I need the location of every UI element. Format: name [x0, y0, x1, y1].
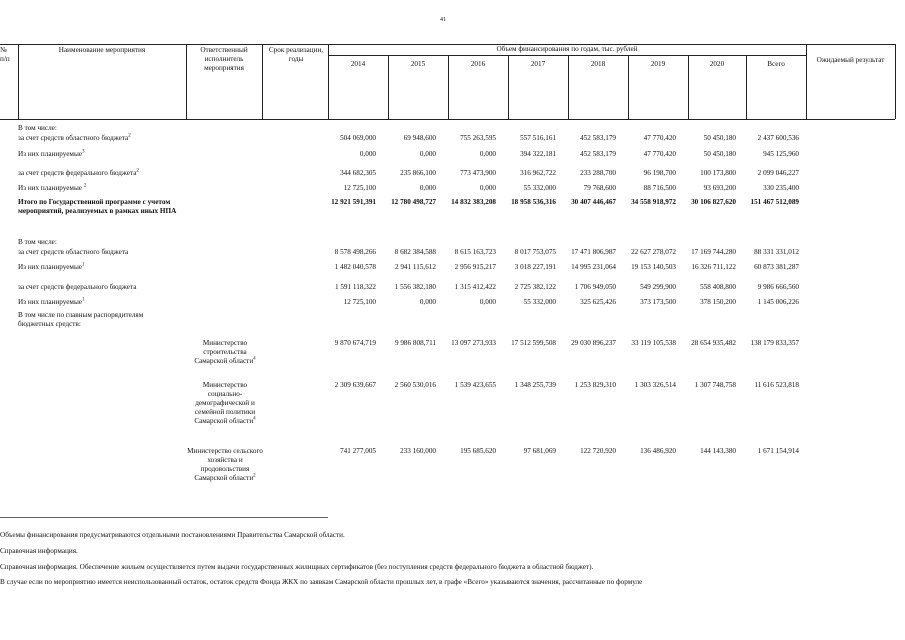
- cell-value: 18 958 536,316: [511, 198, 556, 206]
- responsible-ministry: Министерство социально-демографической и семейной политики Самарской области$^4$: [194, 381, 256, 425]
- cell-value: 28 654 935,482: [691, 339, 736, 347]
- row-label: за счет средств областного бюджета$^2$: [18, 133, 131, 142]
- cell-value: 1 706 949,050: [574, 283, 616, 291]
- cell-total: 9 986 666,560: [757, 283, 799, 291]
- cell-value: 12 780 498,727: [391, 198, 436, 206]
- cell-value: 558 408,800: [700, 283, 736, 291]
- cell-value: 17 169 744,280: [691, 248, 736, 256]
- cell-value: 373 173,500: [640, 298, 676, 306]
- cell-value: 1 253 829,310: [574, 381, 616, 389]
- footnote: В случае если по мероприятию имеется неиспользованный остаток, остаток средств Фонда ЖКХ по заявкам Самарской области прошлых лет, в графе «Всего» указываются значения, рассчитанные по формуле: [0, 578, 643, 586]
- cell-value: 755 263,595: [460, 134, 496, 142]
- cell-value: 378 150,200: [700, 298, 736, 306]
- footnote: Справочная информация. Обеспечение жильем осуществляется путем выдачи государственных жилищных сертификатов (без поступления средств федерального бюджета в областной бюджет).: [0, 563, 594, 571]
- cell-total: 1 145 006,226: [757, 298, 799, 306]
- header-year: 2016: [470, 60, 486, 68]
- cell-value: 88 716,500: [643, 184, 676, 192]
- cell-value: 1 591 118,322: [334, 283, 376, 291]
- cell-value: 1 315 412,422: [454, 283, 496, 291]
- cell-value: 0,000: [479, 150, 496, 158]
- cell-value: 47 770,420: [643, 134, 676, 142]
- cell-value: 14 995 231,064: [571, 263, 616, 271]
- cell-value: 55 332,000: [523, 298, 556, 306]
- cell-value: 3 018 227,191: [514, 263, 556, 271]
- row-label: Из них планируемые $^2$: [18, 183, 87, 192]
- cell-value: 69 948,600: [403, 134, 436, 142]
- cell-value: 50 450,180: [703, 150, 736, 158]
- cell-value: 2 560 530,016: [394, 381, 436, 389]
- cell-value: 1 348 255,739: [514, 381, 556, 389]
- cell-value: 100 173,800: [700, 169, 736, 177]
- cell-total: 151 467 512,089: [750, 198, 799, 206]
- cell-value: 97 681,069: [523, 447, 556, 455]
- cell-value: 233 160,000: [400, 447, 436, 455]
- cell-value: 33 119 105,538: [631, 339, 676, 347]
- cell-value: 1 539 423,655: [454, 381, 496, 389]
- row-label: за счет средств федерального бюджета$^2$: [18, 168, 139, 177]
- header-name: Наименование мероприятия: [58, 46, 146, 54]
- cell-value: 235 866,100: [400, 169, 436, 177]
- cell-value: 144 143,380: [700, 447, 736, 455]
- cell-total: 138 179 833,357: [750, 339, 799, 347]
- cell-value: 136 486,920: [640, 447, 676, 455]
- row-label: за счет средств федерального бюджета: [18, 283, 137, 291]
- cell-value: 47 770,420: [643, 150, 676, 158]
- header-result: Ожидаемый результат: [816, 56, 885, 64]
- cell-total: 1 671 154,914: [757, 447, 799, 455]
- footnote: Справочная информация.: [0, 547, 78, 555]
- row-label: В том числе:: [18, 124, 57, 132]
- header-responsible: Ответственный исполнитель мероприятия: [200, 46, 248, 72]
- cell-total: 945 125,960: [763, 150, 799, 158]
- cell-value: 2 941 115,612: [394, 263, 436, 271]
- footnote: Объемы финансирования предусматриваются отдельными постановлениями Правительства Самарской области.: [0, 531, 345, 539]
- cell-value: 0,000: [419, 184, 436, 192]
- cell-value: 9 986 808,711: [394, 339, 436, 347]
- header-year: 2017: [530, 60, 546, 68]
- cell-value: 9 870 674,719: [334, 339, 376, 347]
- header-year: 2019: [650, 60, 666, 68]
- cell-total: 60 873 381,287: [754, 263, 799, 271]
- cell-value: 93 693,200: [703, 184, 736, 192]
- row-label: В том числе:: [18, 238, 57, 246]
- cell-value: 12 921 591,391: [331, 198, 376, 206]
- cell-value: 17 471 806,987: [571, 248, 616, 256]
- cell-total: 330 235,400: [763, 184, 799, 192]
- cell-value: 1 303 326,514: [634, 381, 676, 389]
- cell-value: 394 322,181: [520, 150, 556, 158]
- cell-value: 34 558 918,972: [631, 198, 676, 206]
- cell-value: 30 106 827,620: [691, 198, 736, 206]
- header-total: Всего: [767, 60, 785, 68]
- cell-value: 325 625,426: [580, 298, 616, 306]
- header-year: 2014: [350, 60, 366, 68]
- page-number: 41: [440, 17, 446, 23]
- cell-value: 8 682 384,588: [394, 248, 436, 256]
- cell-value: 773 473,900: [460, 169, 496, 177]
- header-year: 2018: [590, 60, 606, 68]
- responsible-ministry: Министерство строительства Самарской области$^4$: [194, 339, 256, 365]
- cell-value: 557 516,161: [520, 134, 556, 142]
- row-label: Из них планируемые$^1$: [18, 262, 85, 271]
- cell-value: 2 725 382,122: [514, 283, 556, 291]
- cell-value: 344 682,305: [340, 169, 376, 177]
- row-label: Итого по Государственной программе с учетом мероприятий, реализуемых в рамках иных НПА: [18, 198, 177, 215]
- cell-value: 0,000: [359, 150, 376, 158]
- cell-value: 741 277,005: [340, 447, 376, 455]
- cell-total: 2 437 600,536: [757, 134, 799, 142]
- cell-value: 1 556 382,180: [394, 283, 436, 291]
- cell-value: 13 097 273,933: [451, 339, 496, 347]
- header-funding: Объем финансирования по годам, тыс. рублей: [496, 45, 638, 53]
- cell-value: 79 768,600: [583, 184, 616, 192]
- row-label: Из них планируемые$^3$: [18, 149, 85, 158]
- cell-value: 316 962,722: [520, 169, 556, 177]
- cell-value: 0,000: [479, 298, 496, 306]
- cell-value: 22 627 278,072: [631, 248, 676, 256]
- cell-total: 88 331 331,012: [754, 248, 799, 256]
- cell-value: 0,000: [419, 298, 436, 306]
- cell-value: 16 326 711,122: [691, 263, 736, 271]
- row-label: Из них планируемые$^1$: [18, 297, 85, 306]
- cell-value: 19 153 140,503: [631, 263, 676, 271]
- cell-value: 12 725,100: [343, 184, 376, 192]
- footnote-separator: [0, 517, 328, 518]
- header-year: 2020: [709, 60, 725, 68]
- cell-value: 0,000: [419, 150, 436, 158]
- cell-value: 8 017 753,075: [514, 248, 556, 256]
- row-label: за счет средств областного бюджета: [18, 248, 129, 256]
- cell-total: 11 616 523,818: [754, 381, 799, 389]
- cell-value: 29 030 896,237: [571, 339, 616, 347]
- cell-value: 17 512 599,508: [511, 339, 556, 347]
- cell-value: 96 198,700: [643, 169, 676, 177]
- responsible-ministry: Министерство сельского хозяйства и продовольствия Самарской области$^2$: [187, 447, 263, 482]
- header-term: Срок реализации, годы: [268, 46, 324, 63]
- header-number: № п/п: [0, 46, 10, 63]
- cell-value: 504 069,000: [340, 134, 376, 142]
- cell-value: 452 583,179: [580, 134, 616, 142]
- cell-value: 2 956 915,217: [454, 263, 496, 271]
- header-year: 2015: [410, 60, 426, 68]
- cell-value: 8 578 498,266: [334, 248, 376, 256]
- cell-total: 2 099 046,227: [757, 169, 799, 177]
- cell-value: 2 309 639,667: [334, 381, 376, 389]
- cell-value: 1 307 748,758: [694, 381, 736, 389]
- cell-value: 1 482 040,578: [334, 263, 376, 271]
- cell-value: 50 450,180: [703, 134, 736, 142]
- cell-value: 8 615 163,723: [454, 248, 496, 256]
- cell-value: 14 832 383,208: [451, 198, 496, 206]
- cell-value: 233 288,700: [580, 169, 616, 177]
- cell-value: 122 720,920: [580, 447, 616, 455]
- cell-value: 55 332,000: [523, 184, 556, 192]
- cell-value: 195 685,620: [460, 447, 496, 455]
- cell-value: 30 407 446,467: [571, 198, 616, 206]
- cell-value: 452 583,179: [580, 150, 616, 158]
- cell-value: 12 725,100: [343, 298, 376, 306]
- cell-value: 549 299,900: [640, 283, 676, 291]
- row-label: В том числе по главным распорядителям бюджетных средств:: [18, 311, 144, 328]
- cell-value: 0,000: [479, 184, 496, 192]
- table-header: [0, 44, 905, 120]
